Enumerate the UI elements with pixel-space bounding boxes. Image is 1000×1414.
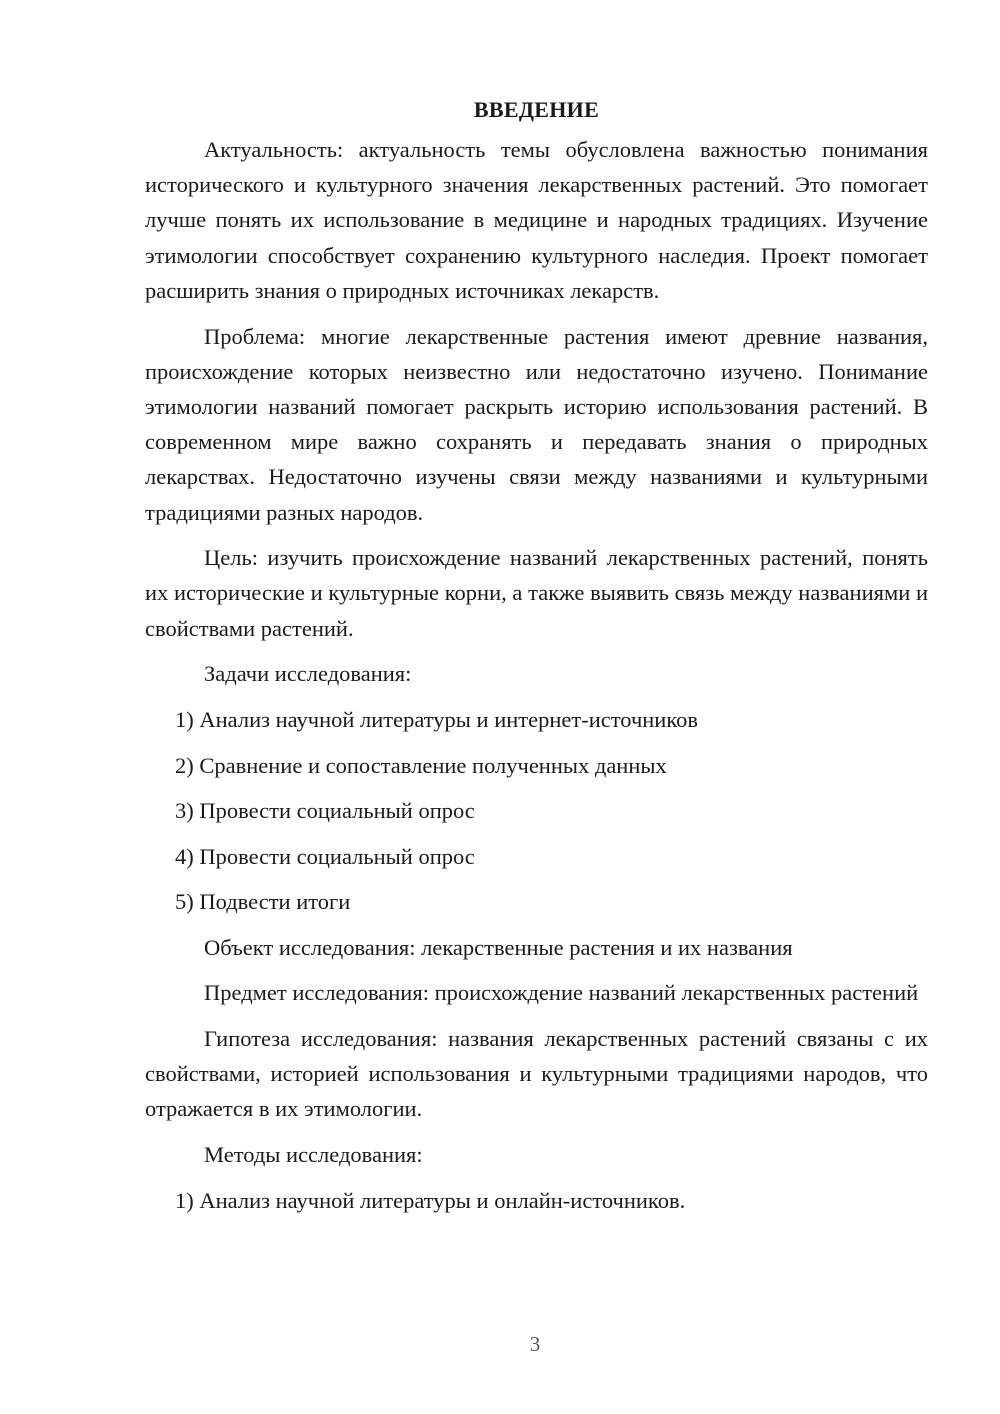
list-item: 3) Провести социальный опрос bbox=[175, 798, 475, 824]
goal-paragraph: Цель: изучить происхождение названий лекарственных растений, понять их исторические и культурные корни, а также выявить связь между названиями и свойствами растений. bbox=[145, 545, 928, 641]
hypothesis-paragraph: Гипотеза исследования: названия лекарственных растений связаны с их свойствами, историей использования и культурными традициями народов, что отражается в их этимологии. bbox=[145, 1025, 928, 1122]
list-item: 4) Провести социальный опрос bbox=[175, 843, 475, 869]
list-item: 5) Подвести итоги bbox=[175, 889, 351, 915]
subject-paragraph: Предмет исследования: происхождение названий лекарственных растений bbox=[204, 980, 919, 1006]
list-item: 1) Анализ научной литературы и онлайн-источников. bbox=[175, 1187, 686, 1213]
tasks-heading: Задачи исследования: bbox=[204, 661, 412, 687]
relevance-paragraph: Актуальность: актуальность темы обусловлена важностью понимания исторического и культурного значения лекарственных растений. Это помогает лучше понять их использование в медицине и народных традициях. Изучение этимологии способствует сохранению культурного наследия. Проект помогает расширить знания о природных источниках лекарств. bbox=[145, 137, 928, 303]
list-item: 2) Сравнение и сопоставление полученных данных bbox=[175, 752, 667, 778]
tasks-list bbox=[145, 702, 928, 919]
list-item: 1) Анализ научной литературы и интернет-источников bbox=[175, 707, 699, 733]
document-page bbox=[145, 92, 928, 1228]
page-title: ВВЕДЕНИЕ bbox=[473, 97, 600, 122]
methods-list bbox=[145, 1183, 928, 1218]
page-number: 3 bbox=[529, 1332, 541, 1356]
methods-heading: Методы исследования: bbox=[204, 1142, 423, 1168]
object-paragraph: Объект исследования: лекарственные растения и их названия bbox=[204, 934, 793, 960]
problem-paragraph: Проблема: многие лекарственные растения имеют древние названия, происхождение которых неизвестно или недостаточно изучено. Понимание этимологии названий помогает раскрыть историю использования растений. В современном мире важно сохранять и передавать знания о природных лекарствах. Недостаточно изучены связи между названиями и культурными традициями разных народов. bbox=[145, 323, 928, 525]
